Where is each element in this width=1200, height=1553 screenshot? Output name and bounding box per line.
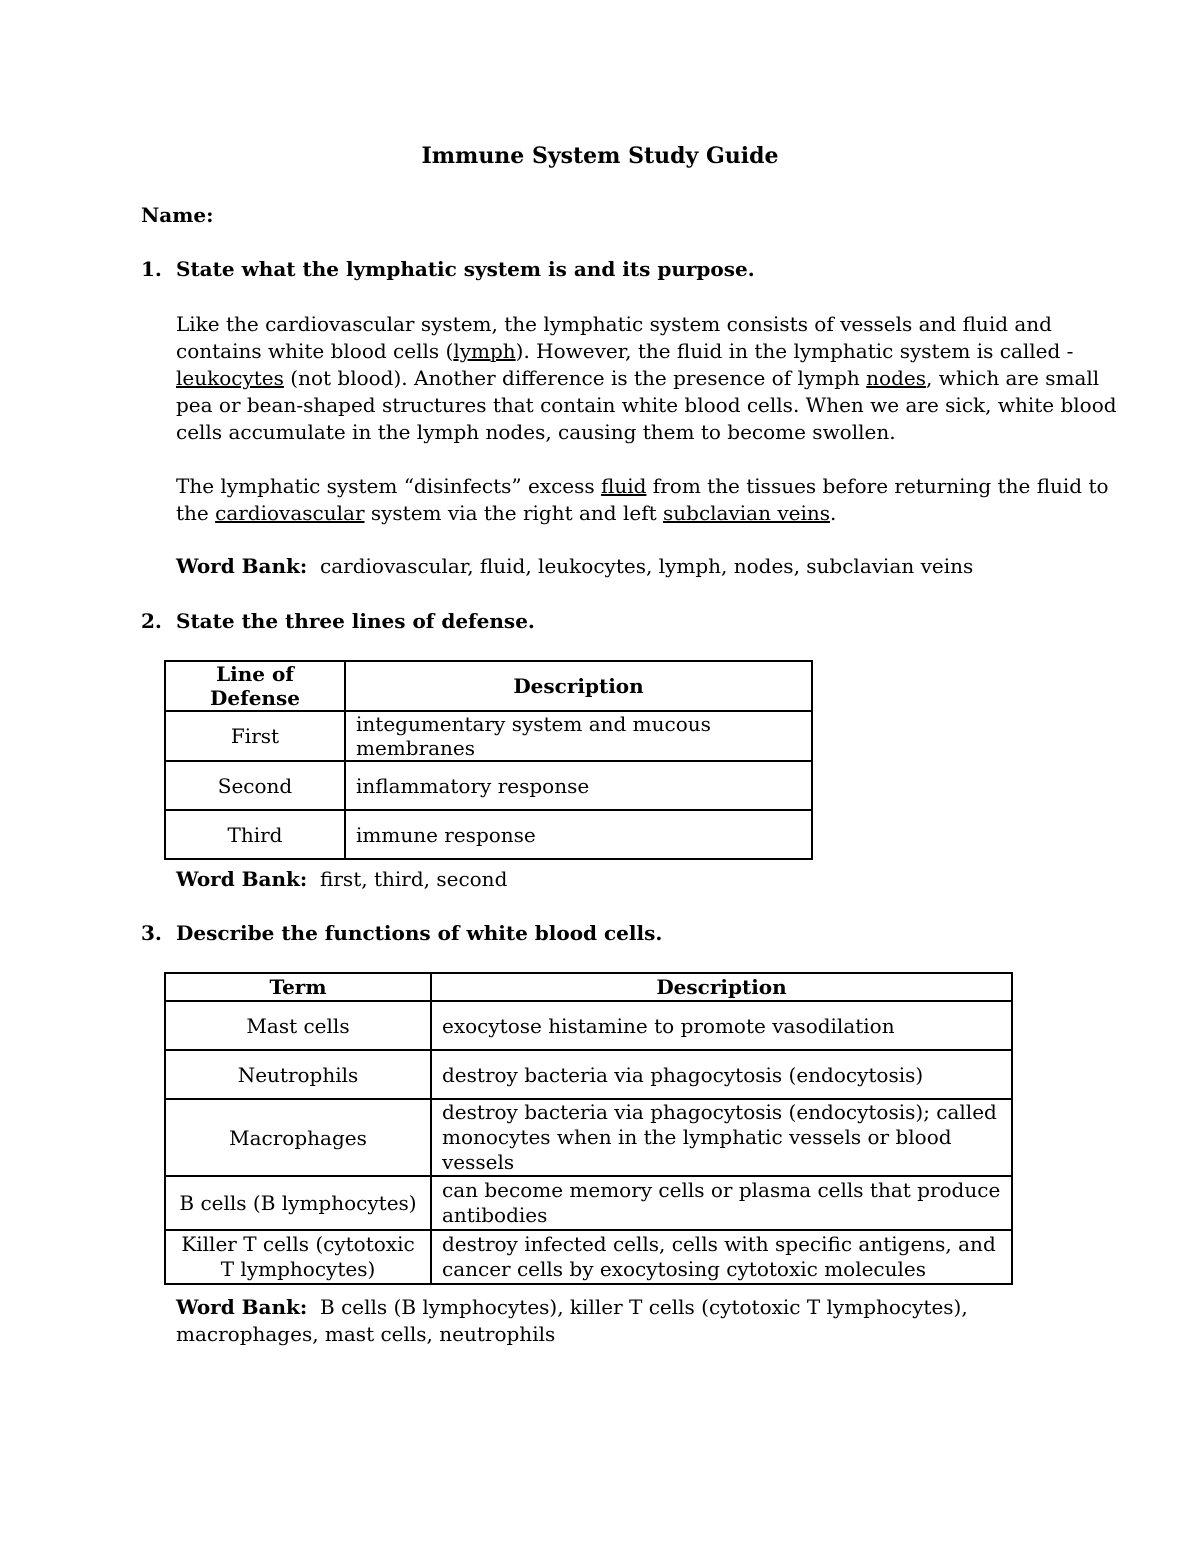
table-header-row bbox=[165, 973, 1012, 1001]
answer-lymph: lymph bbox=[453, 339, 516, 363]
answer-subclavian-veins: subclavian veins bbox=[663, 501, 831, 525]
word-bank-label: Word Bank: bbox=[176, 1295, 308, 1319]
table-header-row bbox=[165, 661, 812, 711]
q1-p1-line-b: contains white blood cells (lymph). However, the fluid in the lymphatic system is called - bbox=[176, 339, 1074, 363]
q1-p1-line-e: cells accumulate in the lymph nodes, causing them to become swollen. bbox=[176, 420, 896, 444]
word-bank-terms: cardiovascular, fluid, leukocytes, lymph, nodes, subclavian veins bbox=[320, 554, 974, 578]
table-row bbox=[165, 1099, 1012, 1176]
table-cell: Neutrophils bbox=[165, 1050, 431, 1099]
table-cell: B cells (B lymphocytes) bbox=[165, 1176, 431, 1230]
q3-question: Describe the functions of white blood cells. bbox=[176, 921, 663, 945]
q1-p1-line-a: Like the cardiovascular system, the lymphatic system consists of vessels and fluid and bbox=[176, 312, 1052, 336]
q1-p2-line-b: the cardiovascular system via the right and left subclavian veins. bbox=[176, 501, 837, 525]
table-row bbox=[165, 761, 812, 810]
page-title: Immune System Study Guide bbox=[421, 143, 779, 169]
q1-word-bank bbox=[176, 554, 973, 578]
q3-word-bank bbox=[176, 1294, 968, 1348]
q1-p2-line-a: The lymphatic system “disinfects” excess fluid from the tissues before returning the fluid to bbox=[176, 474, 1109, 498]
table-cell: can become memory cells or plasma cells that produce antibodies bbox=[431, 1176, 1012, 1230]
white-blood-cells-table bbox=[164, 972, 1013, 1285]
q2-question: State the three lines of defense. bbox=[176, 609, 535, 633]
table-row bbox=[165, 1001, 1012, 1050]
column-header: Line of Defense bbox=[165, 661, 345, 711]
answer-leukocytes: leukocytes bbox=[176, 366, 284, 390]
column-header: Description bbox=[431, 973, 1012, 1001]
q1-paragraph-2 bbox=[176, 473, 1109, 527]
table-cell: Second bbox=[165, 761, 345, 810]
table-cell: Macrophages bbox=[165, 1099, 431, 1176]
q2-number: 2. bbox=[141, 609, 162, 633]
answer-fluid: fluid bbox=[601, 474, 647, 498]
table-cell: inflammatory response bbox=[345, 761, 812, 810]
table-cell: Mast cells bbox=[165, 1001, 431, 1050]
table-row bbox=[165, 711, 812, 761]
table-cell: destroy infected cells, cells with specific antigens, and cancer cells by exocytosing cytotoxic molecules bbox=[431, 1230, 1012, 1284]
column-header: Description bbox=[345, 661, 812, 711]
column-header: Term bbox=[165, 973, 431, 1001]
q1-number: 1. bbox=[141, 257, 162, 281]
q1-question: State what the lymphatic system is and its purpose. bbox=[176, 257, 755, 281]
table-row bbox=[165, 1230, 1012, 1284]
lines-of-defense-table bbox=[164, 660, 813, 860]
word-bank-label: Word Bank: bbox=[176, 554, 308, 578]
q1-p1-line-c: leukocytes (not blood). Another difference is the presence of lymph nodes, which are small bbox=[176, 366, 1100, 390]
table-cell: destroy bacteria via phagocytosis (endocytosis); called monocytes when in the lymphatic vessels or blood vessels bbox=[431, 1099, 1012, 1176]
word-bank-terms: first, third, second bbox=[320, 867, 508, 891]
word-bank-label: Word Bank: bbox=[176, 867, 308, 891]
answer-nodes: nodes bbox=[866, 366, 926, 390]
q1-p1-line-d: pea or bean-shaped structures that contain white blood cells. When we are sick, white blood bbox=[176, 393, 1117, 417]
table-cell: immune response bbox=[345, 810, 812, 859]
word-bank-terms: B cells (B lymphocytes), killer T cells (cytotoxic T lymphocytes), bbox=[320, 1295, 968, 1319]
table-row bbox=[165, 1176, 1012, 1230]
table-cell: First bbox=[165, 711, 345, 761]
table-row bbox=[165, 810, 812, 859]
answer-cardiovascular: cardiovascular bbox=[215, 501, 365, 525]
name-label: Name: bbox=[141, 203, 214, 227]
word-bank-terms: macrophages, mast cells, neutrophils bbox=[176, 1322, 556, 1346]
q3-number: 3. bbox=[141, 921, 162, 945]
table-cell: exocytose histamine to promote vasodilation bbox=[431, 1001, 1012, 1050]
q2-word-bank bbox=[176, 867, 507, 891]
q1-paragraph-1 bbox=[176, 311, 1117, 446]
table-row bbox=[165, 1050, 1012, 1099]
table-cell: Third bbox=[165, 810, 345, 859]
table-cell: integumentary system and mucous membranes bbox=[345, 711, 812, 761]
table-cell: Killer T cells (cytotoxic T lymphocytes) bbox=[165, 1230, 431, 1284]
table-cell: destroy bacteria via phagocytosis (endocytosis) bbox=[431, 1050, 1012, 1099]
